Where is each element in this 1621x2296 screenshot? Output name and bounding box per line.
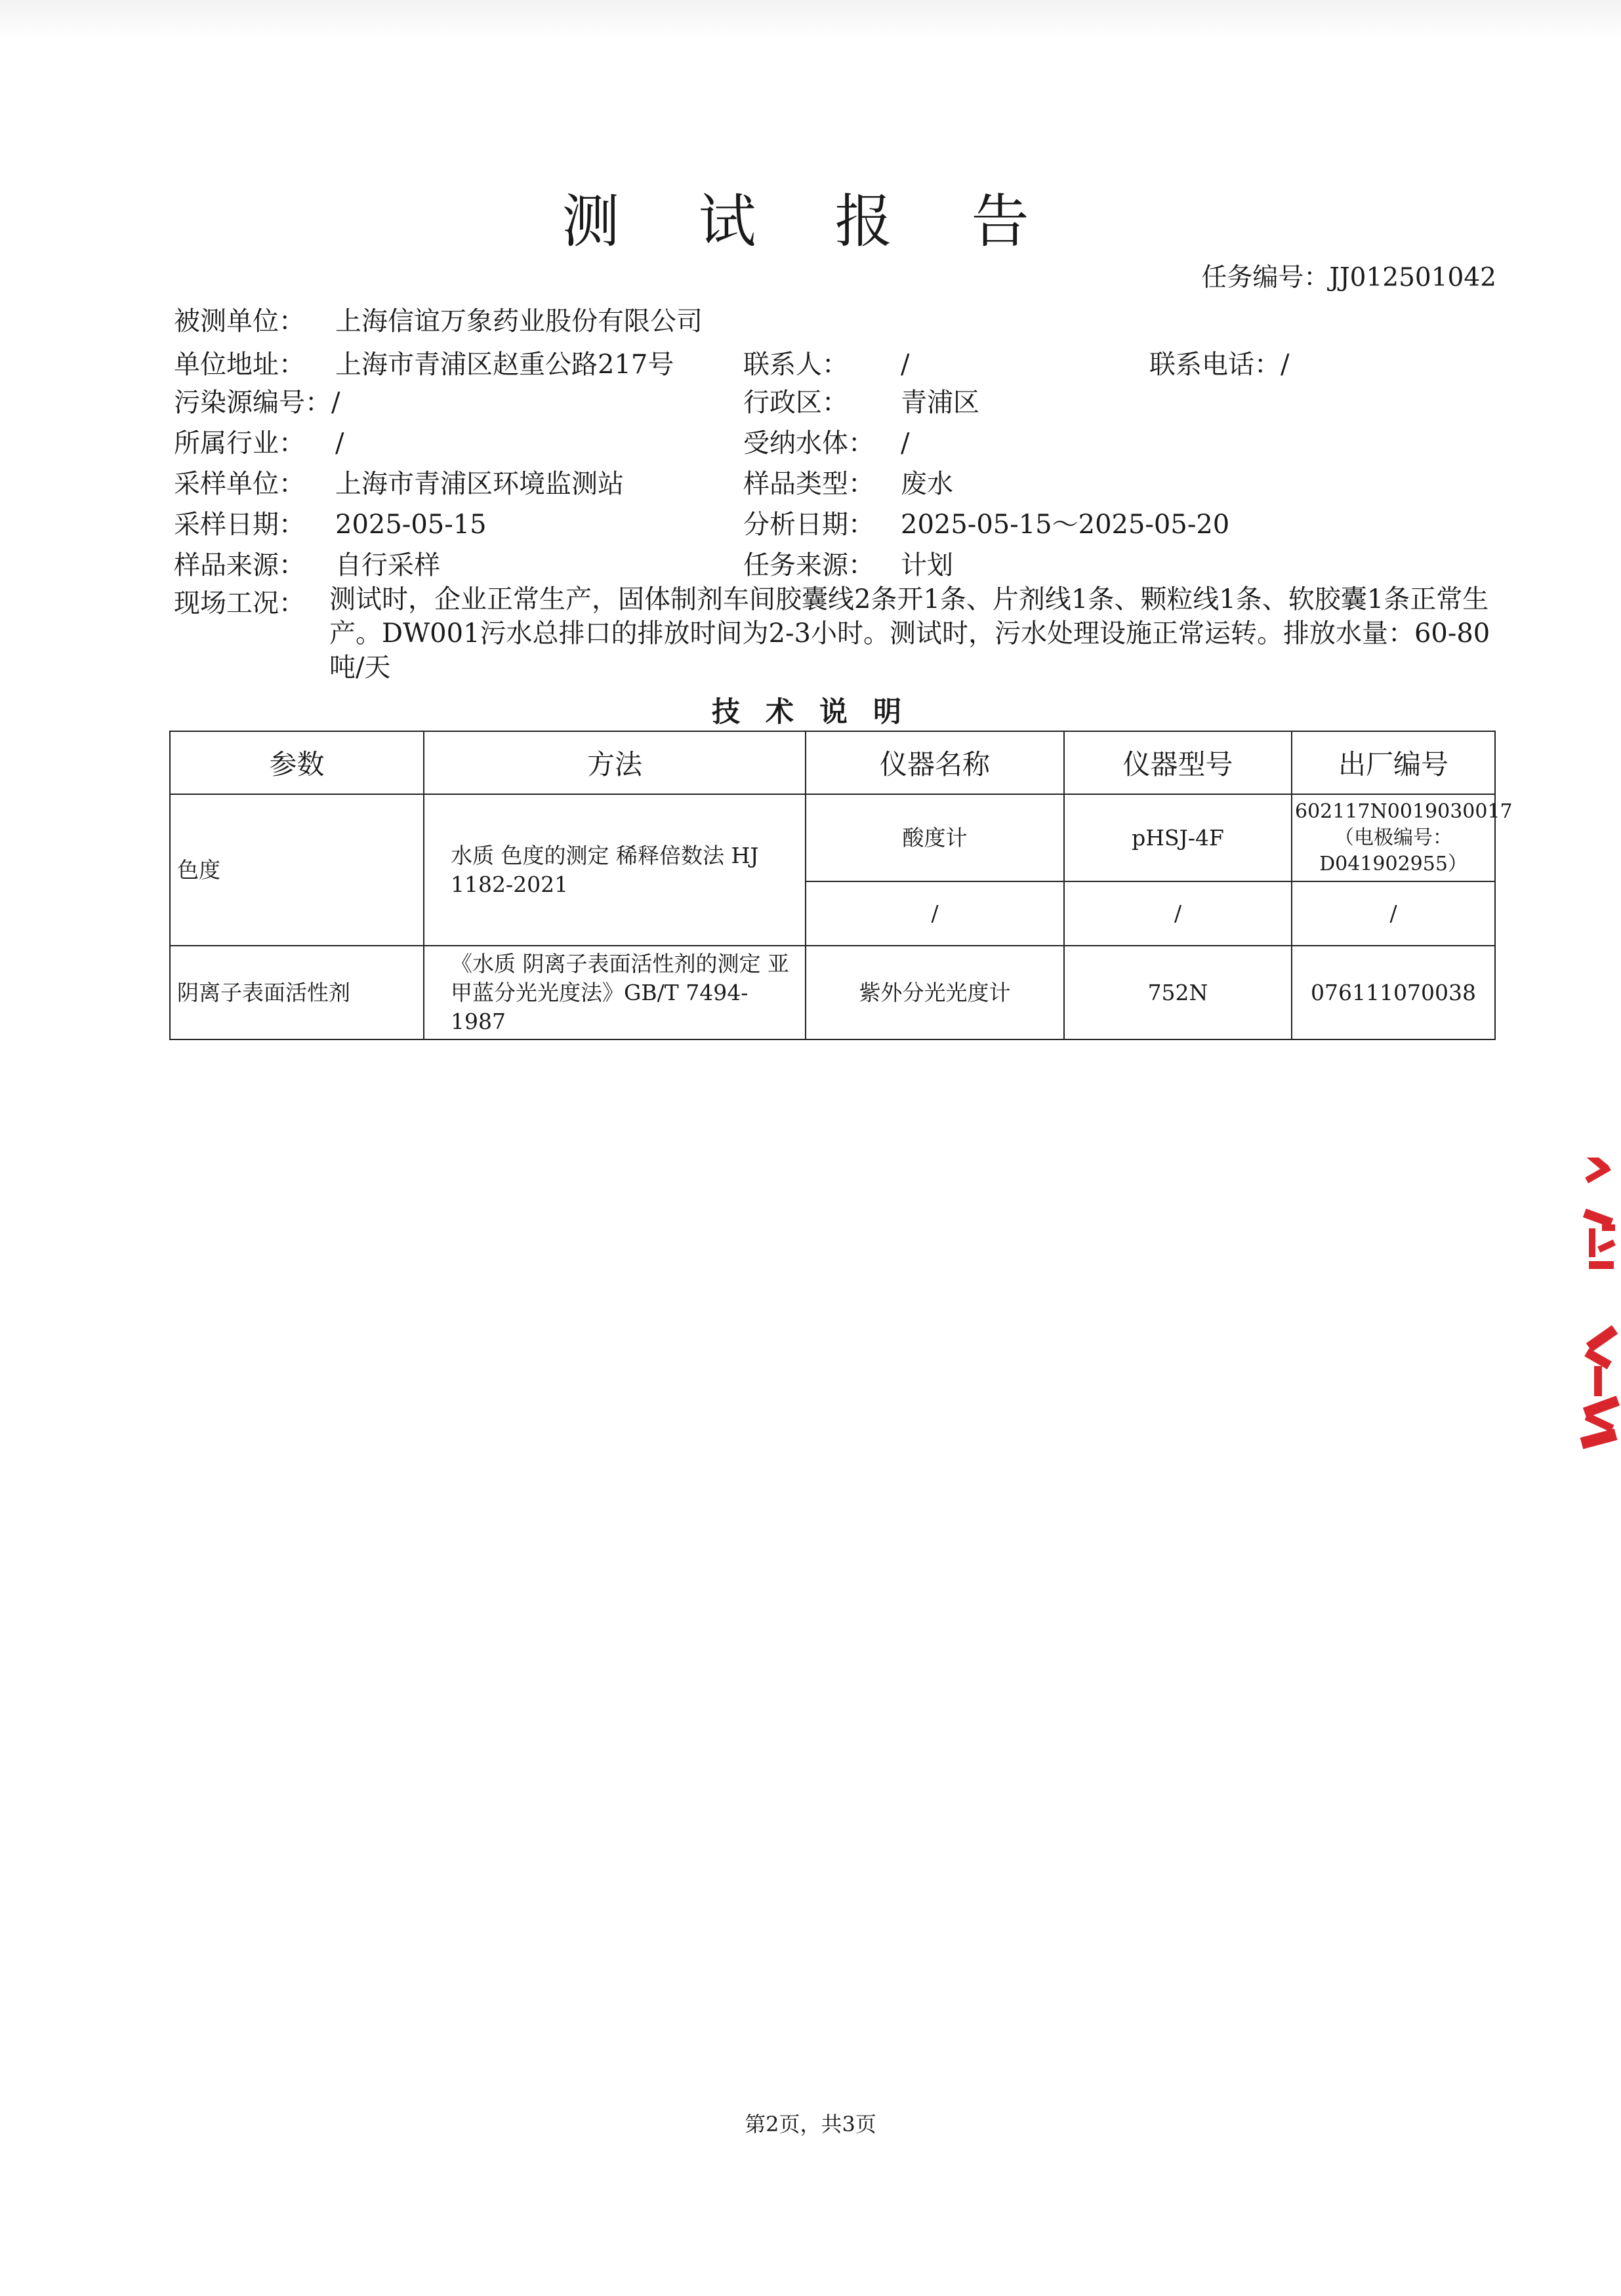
sampling-date-label: 采样日期： bbox=[174, 510, 305, 540]
district-label: 行政区： bbox=[743, 388, 848, 418]
industry-value: / bbox=[335, 428, 344, 458]
instrument-model-cell: pHSJ-4F bbox=[1064, 794, 1292, 881]
sample-type-value: 废水 bbox=[901, 469, 953, 499]
scan-edge-shading bbox=[0, 0, 1621, 39]
task-number-value: JJ012501042 bbox=[1329, 263, 1496, 292]
sample-source-value: 自行采样 bbox=[335, 550, 440, 580]
report-title: 测 试 报 告 bbox=[562, 188, 1059, 255]
serial-no-cell: / bbox=[1292, 881, 1495, 946]
sample-type-label: 样品类型： bbox=[743, 469, 874, 499]
param-cell: 阴离子表面活性剂 bbox=[170, 946, 424, 1039]
seal-stamp-fragment bbox=[1577, 1158, 1621, 1456]
pollution-no-value: / bbox=[331, 388, 340, 418]
table-header-row bbox=[170, 731, 1495, 794]
task-source-field bbox=[743, 544, 953, 582]
analysis-date-field bbox=[743, 504, 1229, 541]
pollution-no-label: 污染源编号： bbox=[174, 388, 331, 418]
analysis-date-value: 2025-05-15～2025-05-20 bbox=[901, 510, 1230, 540]
header-serial-no: 出厂编号 bbox=[1292, 731, 1495, 794]
contact-field bbox=[743, 344, 909, 381]
situation-field bbox=[174, 582, 1492, 685]
instrument-name-cell: 紫外分光光度计 bbox=[806, 946, 1064, 1039]
phone-label: 联系电话： bbox=[1149, 350, 1281, 380]
unit-row bbox=[174, 300, 703, 338]
sampling-date-value: 2025-05-15 bbox=[335, 510, 487, 540]
sampling-unit-value: 上海市青浦区环境监测站 bbox=[335, 469, 624, 499]
district-field bbox=[743, 382, 979, 419]
header-method: 方法 bbox=[424, 731, 806, 794]
industry-field bbox=[174, 422, 344, 460]
instrument-name-cell: 酸度计 bbox=[806, 794, 1064, 881]
table-row bbox=[170, 946, 1495, 1039]
task-number bbox=[1201, 257, 1496, 294]
situation-label: 现场工况： bbox=[174, 588, 305, 618]
header-instrument-model: 仪器型号 bbox=[1064, 731, 1292, 794]
instrument-name-cell: / bbox=[806, 881, 1064, 946]
water-body-value: / bbox=[901, 428, 910, 458]
sample-source-field bbox=[174, 544, 440, 582]
header-param: 参数 bbox=[170, 731, 424, 794]
address-value: 上海市青浦区赵重公路217号 bbox=[335, 350, 674, 380]
serial-no-cell: 602117N0019030017（电极编号：D041902955） bbox=[1292, 794, 1495, 881]
page-number: 第2页，共3页 bbox=[745, 2112, 876, 2137]
instrument-model-cell: / bbox=[1064, 881, 1292, 946]
method-cell: 《水质 阴离子表面活性剂的测定 亚甲蓝分光光度法》GB/T 7494-1987 bbox=[424, 946, 806, 1039]
method-cell: 水质 色度的测定 稀释倍数法 HJ 1182-2021 bbox=[424, 794, 806, 946]
industry-label: 所属行业： bbox=[174, 428, 305, 458]
pollution-no-field bbox=[174, 382, 340, 419]
param-cell: 色度 bbox=[170, 794, 424, 946]
tech-section-title: 技 术 说 明 bbox=[712, 696, 909, 729]
header-instrument-name: 仪器名称 bbox=[806, 731, 1064, 794]
task-number-label: 任务编号： bbox=[1201, 263, 1330, 292]
situation-text: 测试时，企业正常生产，固体制剂车间胶囊线2条开1条、片剂线1条、颗粒线1条、软胶囊1条正常生产。DW001污水总排口的排放时间为2-3小时。测试时，污水处理设施正常运转。排放水量：60-80吨/天 bbox=[329, 584, 1490, 683]
contact-value: / bbox=[901, 350, 910, 380]
table-row bbox=[170, 794, 1495, 881]
address-field bbox=[174, 344, 674, 381]
sampling-date-field bbox=[174, 504, 487, 541]
contact-label: 联系人： bbox=[743, 350, 848, 380]
unit-label: 被测单位： bbox=[174, 306, 305, 336]
task-source-value: 计划 bbox=[901, 550, 953, 580]
instrument-model-cell: 752N bbox=[1064, 946, 1292, 1039]
phone-field bbox=[1149, 344, 1289, 381]
water-body-label: 受纳水体： bbox=[743, 428, 874, 458]
unit-value: 上海信谊万象药业股份有限公司 bbox=[335, 306, 703, 336]
analysis-date-label: 分析日期： bbox=[743, 510, 874, 540]
sampling-unit-field bbox=[174, 463, 624, 500]
serial-no-cell: 076111070038 bbox=[1292, 946, 1495, 1039]
task-source-label: 任务来源： bbox=[743, 550, 874, 580]
sample-type-field bbox=[743, 463, 953, 500]
address-label: 单位地址： bbox=[174, 350, 305, 380]
district-value: 青浦区 bbox=[901, 388, 979, 418]
water-body-field bbox=[743, 422, 909, 460]
sampling-unit-label: 采样单位： bbox=[174, 469, 305, 499]
sample-source-label: 样品来源： bbox=[174, 550, 305, 580]
phone-value: / bbox=[1281, 350, 1290, 380]
tech-table bbox=[169, 731, 1513, 1040]
